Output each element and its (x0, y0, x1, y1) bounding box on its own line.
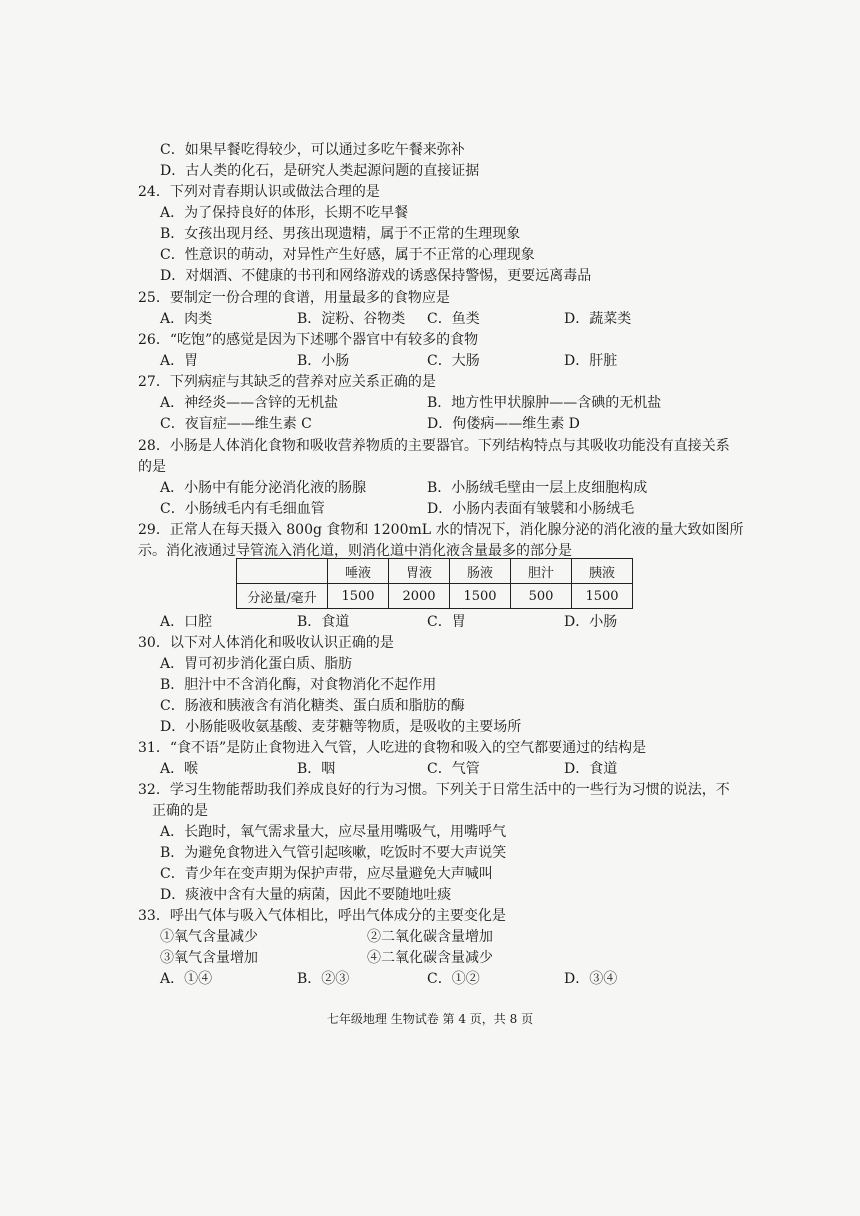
table-header-cell: 胆汁 (511, 559, 572, 584)
q25-stem: 25．要制定一份合理的食谱，用量最多的食物应是 (138, 290, 450, 306)
table-header-cell: 肠液 (450, 559, 511, 584)
q33-item-1: ①氧气含量减少 (160, 929, 258, 945)
table-row (237, 584, 633, 609)
q33-stem: 33．呼出气体与吸入气体相比，呼出气体成分的主要变化是 (138, 908, 506, 924)
q29-options (160, 612, 617, 632)
q33-item-2: ②二氧化碳含量增加 (367, 929, 493, 945)
q26-option-b: B．小肠 (297, 353, 350, 369)
q32-option-c: C．青少年在变声期为保护声带，应尽量避免大声喊叫 (160, 866, 493, 882)
q28-option-b: B．小肠绒毛壁由一层上皮细胞构成 (427, 480, 648, 496)
q25-option-a: A．肉类 (160, 311, 213, 327)
q30-option-a: A．胃可初步消化蛋白质、脂肪 (160, 656, 353, 672)
q32-option-b: B．为避免食物进入气管引起咳嗽，吃饭时不要大声说笑 (160, 845, 507, 861)
q26-option-a: A．胃 (160, 353, 199, 369)
q32-option-a: A．长跑时，氧气需求量大，应尽量用嘴吸气，用嘴呼气 (160, 824, 507, 840)
q29-option-c: C．胃 (427, 614, 466, 630)
q28-option-a: A．小肠中有能分泌消化液的肠腺 (160, 480, 367, 496)
q31-option-a: A．喉 (160, 761, 199, 777)
q33-option-b: B．②③ (297, 971, 350, 987)
q27-options-row1 (160, 393, 661, 413)
q27-option-a: A．神经炎——含锌的无机盐 (160, 395, 339, 411)
q24-option-a: A．为了保持良好的体形，长期不吃早餐 (160, 205, 409, 221)
q33-items-row1 (160, 927, 493, 947)
q32-stem-line2: 正确的是 (152, 803, 208, 819)
q31-option-d: D．食道 (564, 761, 618, 777)
q27-option-b: B．地方性甲状腺肿——含碘的无机盐 (427, 395, 662, 411)
table-cell: 2000 (389, 584, 450, 609)
q33-item-4: ④二氧化碳含量减少 (367, 950, 493, 966)
q28-option-d: D．小肠内表面有皱襞和小肠绒毛 (427, 501, 635, 517)
q26-stem: 26．“吃饱”的感觉是因为下述哪个器官中有较多的食物 (138, 332, 479, 348)
q24-option-c: C．性意识的萌动，对异性产生好感，属于不正常的心理现象 (160, 247, 535, 263)
q24-option-d: D．对烟酒、不健康的书刊和网络游戏的诱惑保持警惕，更要远离毒品 (160, 268, 592, 284)
table-header-cell: 唾液 (328, 559, 389, 584)
q30-option-b: B．胆汁中不含消化酶，对食物消化不起作用 (160, 677, 437, 693)
q29-option-b: B．食道 (297, 614, 350, 630)
q26-options (160, 351, 617, 371)
q26-option-d: D．肝脏 (564, 353, 618, 369)
q31-option-c: C．气管 (427, 761, 480, 777)
q24-option-b: B．女孩出现月经、男孩出现遗精，属于不正常的生理现象 (160, 226, 521, 242)
page-footer: 七年级地理 生物试卷 第 4 页，共 8 页 (326, 1012, 534, 1026)
q28-options-row1 (160, 478, 647, 498)
table-cell: 1500 (450, 584, 511, 609)
q27-option-d: D．佝偻病——维生素 D (427, 416, 580, 432)
q29-option-a: A．口腔 (160, 614, 213, 630)
q25-option-b: B．淀粉、谷物类 (297, 311, 406, 327)
q31-stem: 31．“食不语”是防止食物进入气管，人吃进的食物和吸入的空气都要通过的结构是 (138, 740, 647, 756)
q27-option-c: C．夜盲症——维生素 C (160, 416, 312, 432)
q29-option-d: D．小肠 (564, 614, 618, 630)
q33-option-c: C．①② (427, 971, 480, 987)
q23-option-d: D．古人类的化石，是研究人类起源问题的直接证据 (160, 163, 480, 179)
q25-options (160, 309, 631, 329)
q30-option-d: D．小肠能吸收氨基酸、麦芽糖等物质，是吸收的主要场所 (160, 719, 522, 735)
q31-options (160, 759, 617, 779)
table-cell: 1500 (328, 584, 389, 609)
q25-option-c: C．鱼类 (427, 311, 480, 327)
q27-stem: 27．下列病症与其缺乏的营养对应关系正确的是 (138, 374, 436, 390)
q26-option-c: C．大肠 (427, 353, 480, 369)
q33-items-row2 (160, 948, 493, 968)
table-cell: 1500 (572, 584, 633, 609)
q29-stem-line2: 示。消化液通过导管流入消化道，则消化道中消化液含量最多的部分是 (138, 543, 572, 559)
q33-option-a: A．①④ (160, 971, 213, 987)
q30-stem: 30．以下对人体消化和吸收认识正确的是 (138, 635, 394, 651)
q23-option-c: C．如果早餐吃得较少，可以通过多吃午餐来弥补 (160, 142, 465, 158)
table-row-label: 分泌量/毫升 (237, 584, 328, 609)
secretion-table (236, 558, 633, 609)
q28-stem-line1: 28．小肠是人体消化食物和吸收营养物质的主要器官。下列结构特点与其吸收功能没有直接关系 (138, 438, 730, 454)
q25-option-d: D．蔬菜类 (564, 311, 632, 327)
table-header-cell: 胰液 (572, 559, 633, 584)
table-header-cell: 胃液 (389, 559, 450, 584)
q29-stem-line1: 29．正常人在每天摄入 800g 食物和 1200mL 水的情况下，消化腺分泌的消化液的量大致如图所 (138, 522, 744, 538)
q33-item-3: ③氧气含量增加 (160, 950, 258, 966)
q32-option-d: D．痰液中含有大量的病菌，因此不要随地吐痰 (160, 887, 452, 903)
q31-option-b: B．咽 (297, 761, 336, 777)
table-cell: 500 (511, 584, 572, 609)
q28-stem-line2: 的是 (138, 459, 166, 475)
table-header-cell (237, 559, 328, 584)
q33-options (160, 969, 617, 989)
q28-options-row2 (160, 499, 634, 519)
q28-option-c: C．小肠绒毛内有毛细血管 (160, 501, 325, 517)
q30-option-c: C．肠液和胰液含有消化糖类、蛋白质和脂肪的酶 (160, 698, 465, 714)
q24-stem: 24．下列对青春期认识或做法合理的是 (138, 184, 380, 200)
q27-options-row2 (160, 414, 580, 434)
q33-option-d: D．③④ (564, 971, 618, 987)
table-header-row (237, 559, 633, 584)
q32-stem-line1: 32．学习生物能帮助我们养成良好的行为习惯。下列关于日常生活中的一些行为习惯的说法，不 (138, 782, 730, 798)
